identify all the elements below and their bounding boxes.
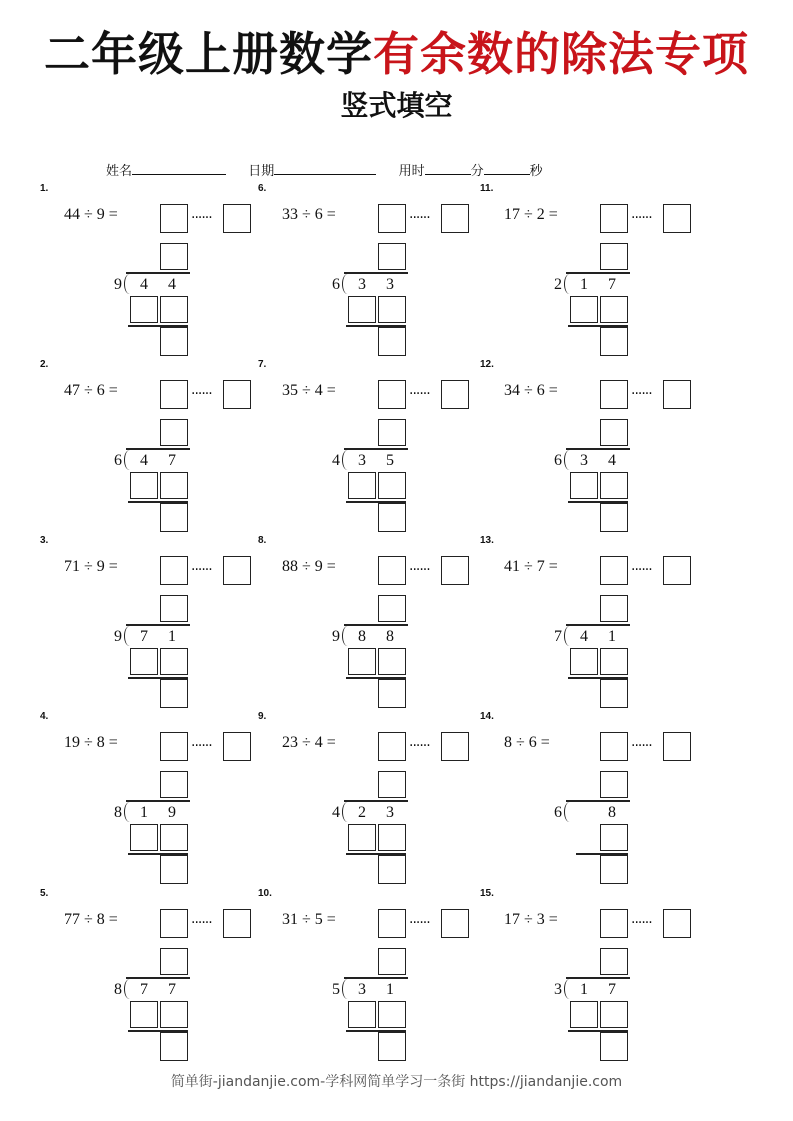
quotient-box[interactable]: [378, 948, 406, 975]
remainder-dots: ······: [631, 210, 652, 226]
date-label: 日期: [248, 164, 275, 179]
quotient-answer-box[interactable]: [600, 380, 628, 409]
equation: [504, 201, 558, 229]
dividend-digit-tens: 2: [358, 804, 366, 821]
product-box-tens[interactable]: [348, 648, 376, 675]
divisor: 8: [96, 911, 105, 928]
quotient-box[interactable]: [600, 948, 628, 975]
divisor: 6: [96, 382, 105, 399]
divisor-digit: 9: [114, 276, 122, 293]
dividend-digit-ones: 7: [168, 452, 176, 469]
divide-sign: ÷: [302, 206, 311, 223]
dividend-digit-ones: 3: [386, 276, 394, 293]
division-bar: [344, 977, 408, 979]
remainder-answer-box[interactable]: [663, 204, 691, 233]
divisor-digit: 6: [554, 804, 562, 821]
product-box-ones[interactable]: [160, 648, 188, 675]
dividend-digit-tens: 1: [580, 276, 588, 293]
page-subtitle: 竖式填空: [340, 89, 453, 122]
divisor: 3: [536, 911, 545, 928]
name-label: 姓名: [106, 164, 133, 179]
remainder-box[interactable]: [378, 855, 406, 884]
equals-sign: =: [326, 382, 336, 399]
minute-label: 分: [470, 164, 484, 179]
remainder-dots: ······: [409, 386, 430, 402]
problem-number: 13.: [480, 535, 494, 546]
equals-sign: =: [540, 734, 550, 751]
divisor: 5: [314, 911, 323, 928]
dividend-digit-tens: 1: [140, 804, 148, 821]
division-bar: [126, 977, 190, 979]
quotient-answer-box[interactable]: [160, 204, 188, 233]
divisor-digit: 6: [554, 452, 562, 469]
equals-sign: =: [326, 558, 336, 575]
divisor: 9: [314, 558, 323, 575]
division-bracket: [564, 274, 571, 294]
dividend-digit-tens: 1: [580, 981, 588, 998]
product-box-tens[interactable]: [570, 648, 598, 675]
remainder-answer-box[interactable]: [223, 204, 251, 233]
divide-sign: ÷: [524, 558, 533, 575]
equation: [504, 377, 558, 405]
quotient-box[interactable]: [600, 243, 628, 270]
quotient-box[interactable]: [378, 243, 406, 270]
remainder-answer-box[interactable]: [441, 380, 469, 409]
quotient-box[interactable]: [160, 771, 188, 798]
divisor: 6: [314, 206, 323, 223]
equation: [64, 906, 118, 934]
division-bar: [126, 800, 190, 802]
dividend-digit-ones: 8: [386, 628, 394, 645]
equation: [64, 553, 118, 581]
dividend: 41: [504, 558, 520, 575]
divide-sign: ÷: [524, 911, 533, 928]
product-box-ones[interactable]: [378, 824, 406, 851]
remainder-box[interactable]: [160, 855, 188, 884]
divisor: 8: [96, 734, 105, 751]
divisor-digit: 5: [332, 981, 340, 998]
dividend-digit-tens: 8: [358, 628, 366, 645]
divisor-digit: 9: [114, 628, 122, 645]
product-box-tens[interactable]: [130, 1001, 158, 1028]
division-bracket: [124, 802, 131, 822]
divide-sign: ÷: [84, 558, 93, 575]
quotient-box[interactable]: [378, 771, 406, 798]
quotient-answer-box[interactable]: [378, 204, 406, 233]
product-box-ones[interactable]: [160, 296, 188, 323]
dividend-digit-ones: 3: [386, 804, 394, 821]
date-field[interactable]: [274, 162, 376, 175]
product-box-ones[interactable]: [600, 1001, 628, 1028]
remainder-box[interactable]: [160, 327, 188, 356]
problem-number: 1.: [40, 183, 49, 194]
remainder-dots: ······: [409, 738, 430, 754]
dividend-digit-ones: 4: [608, 452, 616, 469]
remainder-dots: ······: [631, 386, 652, 402]
dividend-digit-ones: 1: [608, 628, 616, 645]
dividend-digit-tens: 7: [140, 981, 148, 998]
problem-number: 6.: [258, 183, 267, 194]
product-box-tens[interactable]: [570, 296, 598, 323]
equals-sign: =: [108, 206, 118, 223]
problem-15: [480, 888, 730, 1063]
dividend-digit-ones: 9: [168, 804, 176, 821]
remainder-box[interactable]: [600, 679, 628, 708]
quotient-answer-box[interactable]: [600, 909, 628, 938]
product-box-tens[interactable]: [348, 296, 376, 323]
quotient-box[interactable]: [378, 419, 406, 446]
dividend-digit-ones: 1: [386, 981, 394, 998]
division-bracket: [342, 450, 349, 470]
remainder-answer-box[interactable]: [441, 909, 469, 938]
equation: [282, 729, 336, 757]
divide-sign: ÷: [84, 734, 93, 751]
dividend-digit-tens: 4: [140, 452, 148, 469]
dividend: 33: [282, 206, 298, 223]
division-bar: [344, 800, 408, 802]
remainder-answer-box[interactable]: [663, 909, 691, 938]
remainder-box[interactable]: [600, 855, 628, 884]
product-box-tens[interactable]: [348, 472, 376, 499]
division-bar: [566, 800, 630, 802]
problem-number: 14.: [480, 711, 494, 722]
remainder-dots: ······: [191, 386, 212, 402]
dividend: 19: [64, 734, 80, 751]
product-box-ones[interactable]: [160, 1001, 188, 1028]
remainder-answer-box[interactable]: [441, 556, 469, 585]
dividend: 77: [64, 911, 80, 928]
equals-sign: =: [326, 206, 336, 223]
equals-sign: =: [326, 734, 336, 751]
remainder-box[interactable]: [600, 1032, 628, 1061]
problem-number: 5.: [40, 888, 49, 899]
problem-8: [258, 535, 508, 710]
divisor-digit: 9: [332, 628, 340, 645]
divisor-digit: 8: [114, 981, 122, 998]
info-line: [106, 160, 543, 179]
remainder-box[interactable]: [378, 327, 406, 356]
problem-4: [40, 711, 290, 886]
quotient-answer-box[interactable]: [378, 556, 406, 585]
problem-11: [480, 183, 730, 358]
product-box-tens[interactable]: [130, 472, 158, 499]
division-bar: [344, 272, 408, 274]
quotient-answer-box[interactable]: [160, 380, 188, 409]
equation: [282, 201, 336, 229]
quotient-box[interactable]: [160, 948, 188, 975]
remainder-box[interactable]: [160, 1032, 188, 1061]
problem-number: 11.: [480, 183, 494, 194]
equals-sign: =: [108, 382, 118, 399]
division-bracket: [124, 626, 131, 646]
dividend-digit-tens: 4: [580, 628, 588, 645]
quotient-box[interactable]: [160, 595, 188, 622]
equals-sign: =: [108, 911, 118, 928]
quotient-box[interactable]: [600, 595, 628, 622]
divisor: 4: [314, 382, 323, 399]
product-box-ones[interactable]: [378, 472, 406, 499]
quotient-box[interactable]: [160, 243, 188, 270]
divide-sign: ÷: [302, 911, 311, 928]
problem-7: [258, 359, 508, 534]
remainder-dots: ······: [191, 915, 212, 931]
dividend-digit-tens: 3: [358, 981, 366, 998]
division-bar: [566, 272, 630, 274]
product-box-ones[interactable]: [378, 296, 406, 323]
dividend: 23: [282, 734, 298, 751]
equation: [504, 906, 558, 934]
divisor: 9: [96, 206, 105, 223]
problem-number: 9.: [258, 711, 267, 722]
division-bar: [126, 624, 190, 626]
equation: [64, 377, 118, 405]
title-black: 二年级上册数学: [44, 27, 373, 81]
divide-sign: ÷: [516, 734, 525, 751]
remainder-dots: ······: [191, 210, 212, 226]
remainder-dots: ······: [409, 562, 430, 578]
equation: [282, 553, 336, 581]
product-box-ones[interactable]: [160, 472, 188, 499]
product-box-ones[interactable]: [600, 296, 628, 323]
divisor-digit: 4: [332, 452, 340, 469]
quotient-answer-box[interactable]: [378, 380, 406, 409]
division-bar: [566, 977, 630, 979]
divisor: 6: [536, 382, 545, 399]
remainder-dots: ······: [631, 738, 652, 754]
product-box-ones[interactable]: [600, 824, 628, 851]
division-bar: [344, 624, 408, 626]
divisor: 4: [314, 734, 323, 751]
divide-sign: ÷: [84, 382, 93, 399]
remainder-answer-box[interactable]: [663, 380, 691, 409]
footer-watermark: 简单街-jiandanjie.com-学科网简单学习一条街 https://jiandanjie.com: [170, 1074, 623, 1090]
dividend-digit-tens: 3: [358, 452, 366, 469]
remainder-box[interactable]: [160, 503, 188, 532]
division-bar: [566, 624, 630, 626]
divisor-digit: 4: [332, 804, 340, 821]
divide-sign: ÷: [302, 382, 311, 399]
equals-sign: =: [108, 558, 118, 575]
equation: [282, 377, 336, 405]
dividend-digit-ones: 8: [608, 804, 616, 821]
dividend: 34: [504, 382, 520, 399]
quotient-box[interactable]: [378, 595, 406, 622]
divisor-digit: 3: [554, 981, 562, 998]
remainder-dots: ······: [409, 210, 430, 226]
division-bracket: [124, 450, 131, 470]
quotient-answer-box[interactable]: [160, 556, 188, 585]
divide-sign: ÷: [302, 558, 311, 575]
problem-number: 15.: [480, 888, 494, 899]
equation: [64, 729, 118, 757]
dividend: 88: [282, 558, 298, 575]
division-bar: [566, 448, 630, 450]
equation: [504, 729, 550, 757]
problem-3: [40, 535, 290, 710]
product-box-tens[interactable]: [570, 472, 598, 499]
division-bar: [126, 448, 190, 450]
quotient-answer-box[interactable]: [160, 909, 188, 938]
remainder-dots: ······: [191, 738, 212, 754]
second-field[interactable]: [484, 162, 530, 175]
quotient-box[interactable]: [160, 419, 188, 446]
remainder-answer-box[interactable]: [663, 732, 691, 761]
equation: [64, 201, 118, 229]
remainder-answer-box[interactable]: [223, 909, 251, 938]
dividend: 17: [504, 206, 520, 223]
dividend: 8: [504, 734, 512, 751]
divisor-digit: 2: [554, 276, 562, 293]
dividend-digit-ones: 1: [168, 628, 176, 645]
problem-number: 10.: [258, 888, 272, 899]
equals-sign: =: [548, 911, 558, 928]
product-box-ones[interactable]: [160, 824, 188, 851]
dividend: 31: [282, 911, 298, 928]
division-bracket: [564, 450, 571, 470]
product-box-tens[interactable]: [130, 648, 158, 675]
division-bracket: [564, 626, 571, 646]
divide-sign: ÷: [524, 382, 533, 399]
divide-sign: ÷: [84, 911, 93, 928]
dividend-digit-ones: 7: [608, 981, 616, 998]
divide-sign: ÷: [302, 734, 311, 751]
division-bar: [126, 272, 190, 274]
quotient-box[interactable]: [600, 419, 628, 446]
dividend: 44: [64, 206, 80, 223]
minute-field[interactable]: [425, 162, 471, 175]
dividend: 17: [504, 911, 520, 928]
problem-2: [40, 359, 290, 534]
problem-number: 2.: [40, 359, 49, 370]
problem-6: [258, 183, 508, 358]
division-bracket: [564, 802, 571, 822]
division-bracket: [124, 274, 131, 294]
divisor: 6: [528, 734, 537, 751]
division-bar: [344, 448, 408, 450]
problem-number: 7.: [258, 359, 267, 370]
divisor-digit: 7: [554, 628, 562, 645]
problem-number: 8.: [258, 535, 267, 546]
equals-sign: =: [548, 558, 558, 575]
problem-1: [40, 183, 290, 358]
quotient-answer-box[interactable]: [600, 556, 628, 585]
divisor-digit: 8: [114, 804, 122, 821]
division-bracket: [342, 979, 349, 999]
dividend-digit-tens: 4: [140, 276, 148, 293]
problem-10: [258, 888, 508, 1063]
divide-sign: ÷: [524, 206, 533, 223]
remainder-answer-box[interactable]: [223, 556, 251, 585]
product-box-ones[interactable]: [600, 648, 628, 675]
remainder-dots: ······: [409, 915, 430, 931]
divide-sign: ÷: [84, 206, 93, 223]
problem-number: 4.: [40, 711, 49, 722]
remainder-box[interactable]: [378, 1032, 406, 1061]
divisor: 7: [536, 558, 545, 575]
quotient-answer-box[interactable]: [378, 732, 406, 761]
product-box-tens[interactable]: [348, 1001, 376, 1028]
remainder-dots: ······: [631, 562, 652, 578]
divisor: 2: [536, 206, 545, 223]
dividend: 71: [64, 558, 80, 575]
dividend-digit-tens: 7: [140, 628, 148, 645]
equals-sign: =: [548, 382, 558, 399]
divisor-digit: 6: [114, 452, 122, 469]
division-bracket: [342, 802, 349, 822]
product-box-tens[interactable]: [570, 1001, 598, 1028]
equation: [504, 553, 558, 581]
divisor: 9: [96, 558, 105, 575]
remainder-answer-box[interactable]: [223, 732, 251, 761]
problem-number: 12.: [480, 359, 494, 370]
problem-14: [480, 711, 730, 886]
equals-sign: =: [326, 911, 336, 928]
remainder-answer-box[interactable]: [441, 204, 469, 233]
remainder-answer-box[interactable]: [663, 556, 691, 585]
dividend-digit-ones: 7: [168, 981, 176, 998]
quotient-answer-box[interactable]: [600, 204, 628, 233]
dividend-digit-ones: 7: [608, 276, 616, 293]
remainder-box[interactable]: [378, 503, 406, 532]
dividend-digit-ones: 4: [168, 276, 176, 293]
name-field[interactable]: [132, 162, 226, 175]
dividend: 35: [282, 382, 298, 399]
division-bracket: [342, 274, 349, 294]
division-bracket: [342, 626, 349, 646]
quotient-answer-box[interactable]: [600, 732, 628, 761]
remainder-dots: ······: [631, 915, 652, 931]
product-box-tens[interactable]: [348, 824, 376, 851]
product-box-ones[interactable]: [378, 1001, 406, 1028]
equals-sign: =: [548, 206, 558, 223]
product-box-ones[interactable]: [600, 472, 628, 499]
dividend-digit-tens: 3: [580, 452, 588, 469]
product-box-tens[interactable]: [130, 296, 158, 323]
remainder-box[interactable]: [378, 679, 406, 708]
division-bracket: [124, 979, 131, 999]
dividend: 47: [64, 382, 80, 399]
dividend-digit-ones: 5: [386, 452, 394, 469]
product-box-tens[interactable]: [130, 824, 158, 851]
remainder-answer-box[interactable]: [223, 380, 251, 409]
page-title: [0, 28, 793, 80]
title-red: 有余数的除法专项: [373, 27, 749, 81]
equation: [282, 906, 336, 934]
division-bracket: [564, 979, 571, 999]
product-box-ones[interactable]: [378, 648, 406, 675]
problem-12: [480, 359, 730, 534]
problem-9: [258, 711, 508, 886]
remainder-box[interactable]: [160, 679, 188, 708]
problem-5: [40, 888, 290, 1063]
divisor-digit: 6: [332, 276, 340, 293]
remainder-dots: ······: [191, 562, 212, 578]
quotient-answer-box[interactable]: [160, 732, 188, 761]
problem-13: [480, 535, 730, 710]
remainder-box[interactable]: [600, 327, 628, 356]
equals-sign: =: [108, 734, 118, 751]
second-label: 秒: [529, 164, 543, 179]
remainder-box[interactable]: [600, 503, 628, 532]
remainder-answer-box[interactable]: [441, 732, 469, 761]
time-label: 用时: [398, 164, 425, 179]
problem-number: 3.: [40, 535, 49, 546]
dividend-digit-tens: 3: [358, 276, 366, 293]
quotient-answer-box[interactable]: [378, 909, 406, 938]
quotient-box[interactable]: [600, 771, 628, 798]
